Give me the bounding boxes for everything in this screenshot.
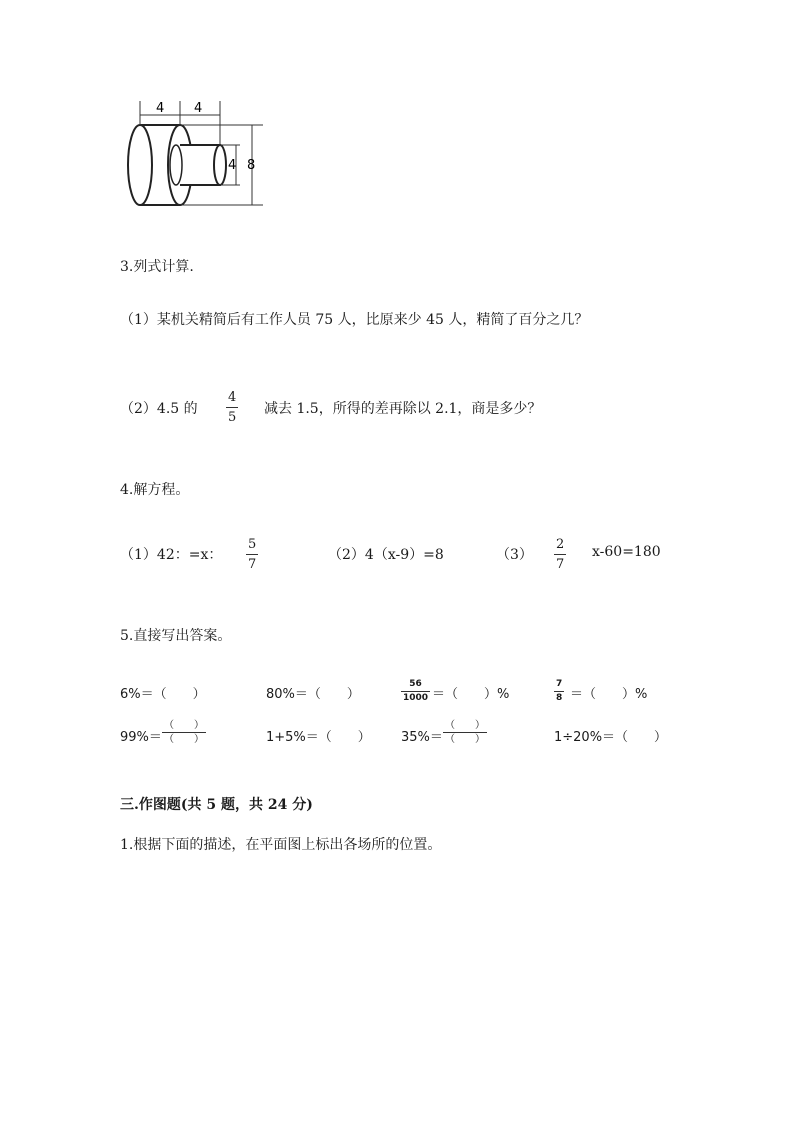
dim-top-left-label: 4: [156, 101, 165, 116]
large-cylinder-back-face: [128, 125, 152, 205]
small-cylinder-right-face: [214, 145, 226, 185]
q4-eq3-suffix: x-60=180: [592, 544, 661, 560]
q5-r2c1-fraction: [162, 721, 206, 745]
q5-r1c4-suffix: ＝（ ）%: [570, 687, 648, 702]
q3-part2-prefix: （2）4.5 的: [120, 401, 198, 417]
small-cylinder-left-face: [170, 145, 182, 185]
q5-r2c1-prefix: 99%＝: [120, 730, 162, 745]
fraction-numerator: 2: [556, 537, 565, 552]
fraction-denominator: 5: [226, 407, 238, 424]
q5-r2c4: 1÷20%＝（ ）: [554, 730, 668, 745]
q3-part2-fraction: [226, 391, 238, 424]
q4-title: 4.解方程。: [120, 482, 190, 498]
q5-r1c3-suffix: ＝（ ）%: [432, 687, 510, 702]
dim-outer-label: 8: [247, 158, 256, 173]
q4-eq1-prefix: （1）42：=x：: [120, 547, 223, 563]
q4-eq3-prefix: （3）: [496, 547, 533, 563]
fraction-numerator: 56: [409, 679, 422, 689]
fraction-numerator: 4: [228, 390, 237, 405]
section3-title: 三.作图题(共 5 题，共 24 分): [120, 797, 313, 813]
fraction-numerator: （ ）: [164, 720, 204, 731]
fraction-denominator: （ ）: [164, 734, 204, 745]
section3-q1: 1.根据下面的描述，在平面图上标出各场所的位置。: [120, 837, 442, 853]
q5-r2c3-prefix: 35%＝: [401, 730, 443, 745]
fraction-denominator: 8: [556, 693, 563, 703]
dim-inner-label: 4: [228, 158, 237, 173]
fraction-denominator: （ ）: [445, 734, 485, 745]
fraction-denominator: 7: [246, 554, 258, 571]
fraction-numerator: 5: [248, 537, 257, 552]
q5-r1c1: 6%＝（ ）: [120, 687, 206, 702]
q3-title: 3.列式计算.: [120, 259, 194, 275]
q5-r1c3-fraction: [401, 680, 430, 703]
q5-title: 5.直接写出答案。: [120, 628, 232, 644]
fraction-denominator: 1000: [403, 693, 429, 703]
q5-r1c2: 80%＝（ ）: [266, 687, 360, 702]
fraction-denominator: 7: [554, 554, 566, 571]
q5-r2c2: 1+5%＝（ ）: [266, 730, 371, 745]
stacked-cylinders-figure: [118, 95, 268, 215]
q3-part2-suffix: 减去 1.5，所得的差再除以 2.1，商是多少？: [264, 401, 542, 417]
fraction-numerator: （ ）: [445, 720, 485, 731]
dim-top-right-label: 4: [194, 101, 203, 116]
q5-r2c3-fraction: [443, 721, 487, 745]
fraction-numerator: 7: [556, 679, 563, 689]
q4-eq3-fraction: [554, 538, 566, 571]
q4-eq2: （2）4（x-9）=8: [328, 547, 444, 563]
q4-eq1-fraction: [246, 538, 258, 571]
q5-r1c4-fraction: [554, 680, 564, 703]
q3-part1: （1）某机关精简后有工作人员 75 人，比原来少 45 人，精简了百分之几？: [120, 312, 589, 328]
